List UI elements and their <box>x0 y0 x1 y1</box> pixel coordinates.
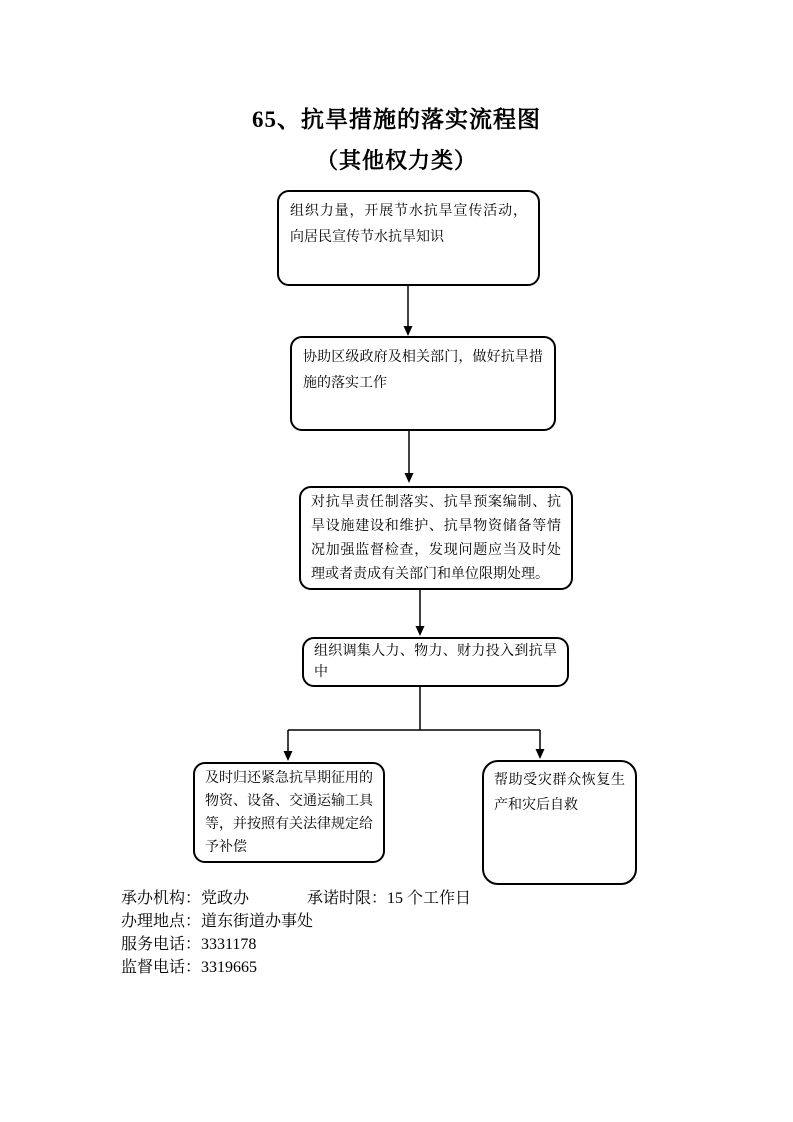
arrow-branch-to-step5-right <box>536 730 545 759</box>
flow-step-help-disaster-victims: 帮助受灾群众恢复生产和灾后自救 <box>482 760 637 885</box>
agency-label: 承办机构：党政办 <box>121 890 250 907</box>
footer-row-4 <box>121 956 681 979</box>
location-label: 办理地点：道东街道办事处 <box>121 913 314 930</box>
arrow-step2-to-step3 <box>405 431 414 483</box>
supervision-phone-label: 监督电话：3319665 <box>121 959 258 976</box>
arrow-step1-to-step2 <box>404 286 413 336</box>
flow-step-return-requisitioned-goods: 及时归还紧急抗旱期征用的物资、设备、交通运输工具等，并按照有关法律规定给予补偿 <box>193 762 385 863</box>
flow-step-supervise-inspect: 对抗旱责任制落实、抗旱预案编制、抗旱设施建设和维护、抗旱物资储备等情况加强监督检查，发现问题应当及时处理或者责成有关部门和单位限期处理。 <box>299 486 573 590</box>
flow-step-organize-publicity: 组织力量，开展节水抗旱宣传活动，向居民宣传节水抗旱知识 <box>277 190 540 286</box>
page-title: 65、抗旱措施的落实流程图 <box>252 107 541 132</box>
flow-step-mobilize-resources: 组织调集人力、物力、财力投入到抗旱中 <box>302 637 569 687</box>
flow-step-assist-government: 协助区级政府及相关部门，做好抗旱措施的落实工作 <box>290 336 556 431</box>
service-phone-label: 服务电话：3331178 <box>121 936 257 953</box>
footer-row-1 <box>121 887 681 910</box>
arrow-branch-to-step5-left <box>284 730 293 761</box>
branch-connector <box>288 687 540 730</box>
footer-row-3 <box>121 933 681 956</box>
footer-row-2 <box>121 910 681 933</box>
page-subtitle: （其他权力类） <box>315 148 477 173</box>
footer-info <box>121 887 681 979</box>
time-limit-label: 承诺时限：15 个工作日 <box>307 890 472 907</box>
arrow-step3-to-step4 <box>416 590 425 636</box>
